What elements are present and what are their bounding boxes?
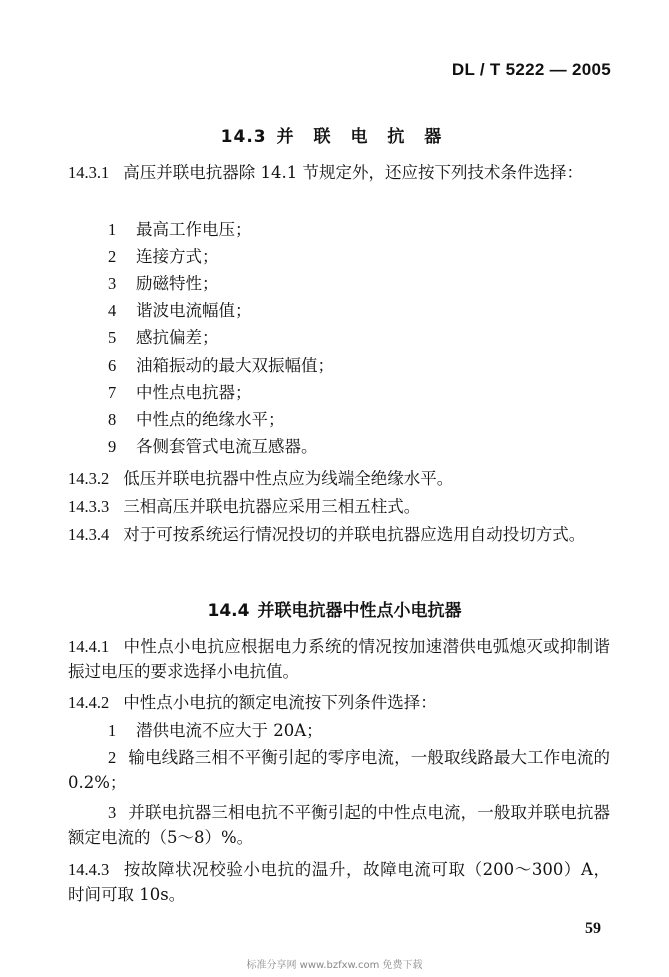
clause-text: 中性点小电抗的额定电流按下列条件选择： — [123, 693, 437, 712]
clause-number: 14.3.4 — [68, 525, 110, 544]
item-text: 中性点的绝缘水平； — [136, 410, 285, 429]
item-text: 谐波电流幅值； — [136, 301, 252, 320]
section-heading: 并联电抗器中性点小电抗器 — [257, 601, 462, 621]
clause-14-4-3 — [68, 857, 610, 907]
clause-text: 对于可按系统运行情况投切的并联电抗器应选用自动投切方式。 — [123, 525, 586, 544]
item-text: 励磁特性； — [136, 274, 219, 293]
section-title-14-3 — [0, 122, 669, 147]
standard-code-header: DL / T 5222 — 2005 — [451, 60, 611, 79]
list-item — [108, 353, 334, 378]
list-item — [108, 271, 219, 296]
clause-14-4-2 — [68, 690, 610, 715]
clause-14-3-1 — [68, 160, 610, 185]
item-number: 3 — [108, 274, 117, 293]
clause-number: 14.4.3 — [68, 860, 110, 879]
item-text: 最高工作电压； — [136, 220, 252, 239]
item-text: 并联电抗器三相电抗不平衡引起的中性点电流，一般取并联电抗器额定电流的（5～8）%。 — [68, 803, 610, 847]
clause-14-3-3 — [68, 494, 610, 519]
item-text: 感抗偏差； — [136, 328, 219, 347]
list-item — [108, 217, 252, 242]
item-text: 连接方式； — [136, 247, 219, 266]
item-number: 9 — [108, 437, 117, 456]
list-item — [108, 718, 323, 743]
clause-number: 14.3.2 — [68, 469, 110, 488]
section-title-14-4 — [0, 596, 669, 621]
item-number: 5 — [108, 328, 117, 347]
clause-text: 高压并联电抗器除 14.1 节规定外，还应按下列技术条件选择： — [123, 163, 583, 182]
footer-watermark: 标准分享网 www.bzfxw.com 免费下载 — [246, 960, 423, 971]
clause-number: 14.3.1 — [68, 163, 110, 182]
clause-number: 14.3.3 — [68, 497, 110, 516]
item-text: 潜供电流不应大于 20A； — [136, 721, 323, 740]
list-item — [108, 298, 252, 323]
section-heading: 并 联 电 抗 器 — [276, 127, 449, 147]
clause-14-3-2 — [68, 466, 610, 491]
section-number: 14.4 — [207, 601, 250, 621]
list-item — [108, 244, 219, 269]
clause-number: 14.4.2 — [68, 693, 110, 712]
item-text: 各侧套管式电流互感器。 — [136, 437, 318, 456]
clause-text: 三相高压并联电抗器应采用三相五柱式。 — [123, 497, 421, 516]
clause-text: 按故障状况校验小电抗的温升，故障电流可取（200～300）A，时间可取 10s。 — [68, 860, 610, 904]
page-number: 59 — [585, 920, 601, 937]
clause-text: 低压并联电抗器中性点应为线端全绝缘水平。 — [123, 469, 454, 488]
item-number: 8 — [108, 410, 117, 429]
item-number: 3 — [108, 803, 117, 822]
item-number: 1 — [108, 721, 117, 740]
item-text: 中性点电抗器； — [136, 383, 252, 402]
clause-number: 14.4.1 — [68, 637, 110, 656]
list-item-wrapped — [68, 800, 610, 850]
list-item — [108, 325, 219, 350]
item-number: 2 — [108, 247, 117, 266]
clause-text: 中性点小电抗应根据电力系统的情况按加速潜供电弧熄灭或抑制谐振过电压的要求选择小电抗值。 — [68, 637, 610, 681]
list-item — [108, 434, 318, 459]
list-item — [108, 407, 285, 432]
item-number: 1 — [108, 220, 117, 239]
item-text: 油箱振动的最大双振幅值； — [136, 356, 334, 375]
item-number: 2 — [108, 748, 117, 767]
clause-14-4-1 — [68, 634, 610, 684]
item-text: 输电线路三相不平衡引起的零序电流，一般取线路最大工作电流的 0.2%； — [68, 748, 610, 792]
item-number: 7 — [108, 383, 117, 402]
list-item — [108, 380, 252, 405]
item-number: 6 — [108, 356, 117, 375]
item-number: 4 — [108, 301, 117, 320]
list-item-wrapped — [68, 745, 610, 795]
section-number: 14.3 — [220, 127, 267, 147]
clause-14-3-4 — [68, 522, 610, 547]
